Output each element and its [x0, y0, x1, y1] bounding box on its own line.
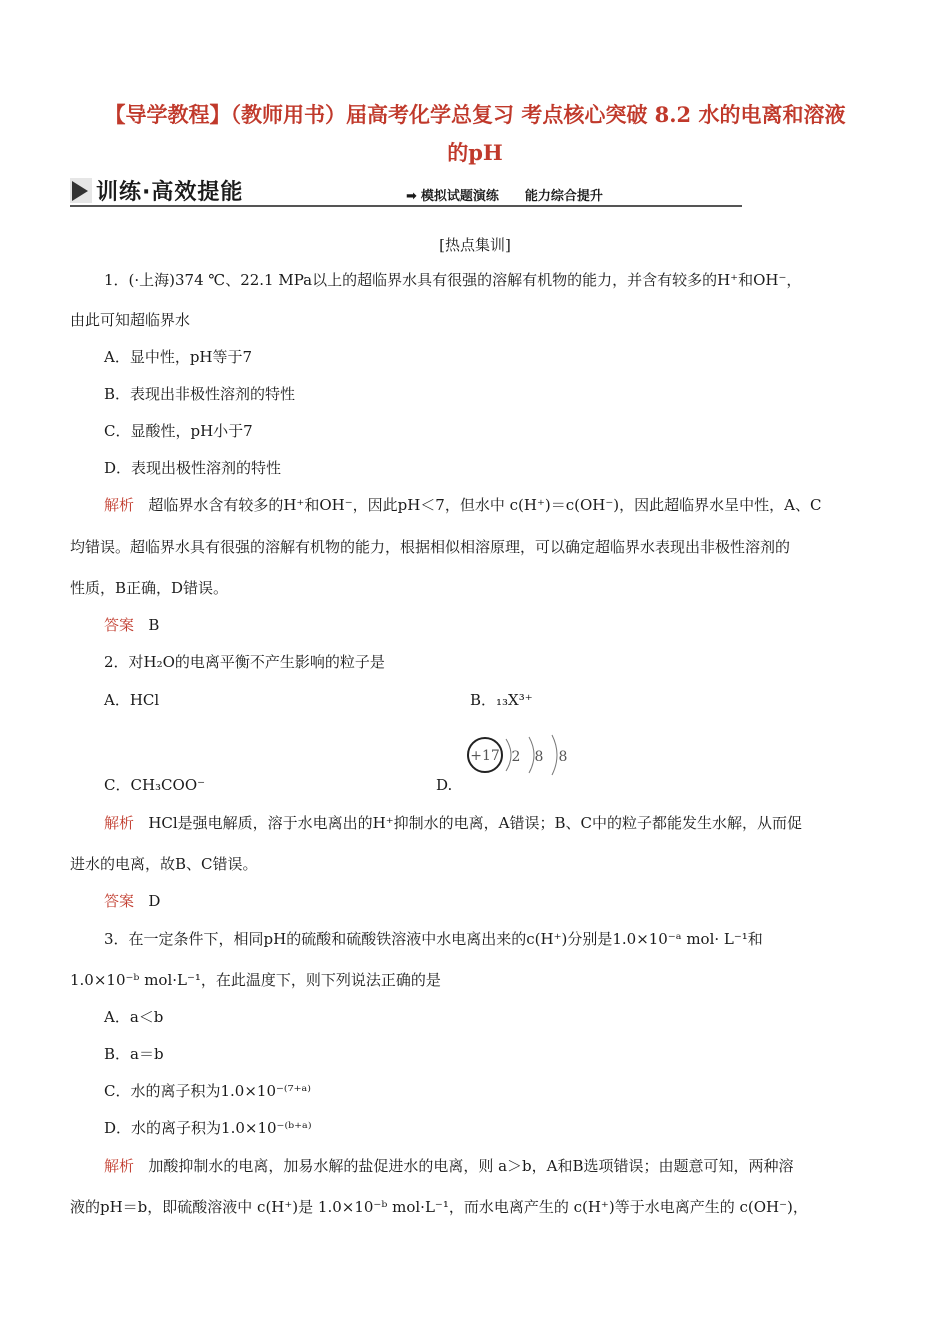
section-tag: [热点集训] [439, 236, 511, 254]
right-arrow-icon: ➡ [406, 189, 417, 204]
q2-option-c: C．CH₃COO⁻ [104, 776, 206, 794]
q3-option-a: A．a＜b [104, 1008, 164, 1026]
shell-1-count: 2 [511, 749, 521, 765]
atom-structure-diagram [466, 725, 576, 785]
q2-analysis-text: HCl是强电解质，溶于水电离出的H⁺抑制水的电离，A错误；B、C中的粒子都能发生水解，从而促 [148, 814, 803, 832]
q2-option-d: D. [436, 776, 453, 794]
q1-option-c: C．显酸性，pH小于7 [104, 422, 253, 440]
q2-stem: 2．对H₂O的电离平衡不产生影响的粒子是 [104, 653, 385, 671]
shell-arc-3 [552, 735, 557, 775]
answer-label: 答案 [104, 616, 135, 634]
shell-arc-1 [506, 739, 511, 771]
shell-arc-2 [529, 737, 534, 773]
q3-stem-line2: 1.0×10⁻ᵇ mol·L⁻¹，在此温度下，则下列说法正确的是 [70, 971, 441, 989]
q3-option-c: C．水的离子积为1.0×10⁻⁽⁷⁺ᵃ⁾ [104, 1082, 311, 1100]
q1-option-b: B．表现出非极性溶剂的特性 [104, 385, 296, 403]
analysis-label: 解析 [104, 496, 135, 514]
q3-analysis-line1 [104, 1156, 794, 1176]
play-arrow-icon [72, 181, 88, 201]
analysis-label: 解析 [104, 814, 135, 832]
banner-subtitle [406, 185, 603, 204]
document-title [70, 96, 880, 172]
shell-2-count: 8 [534, 749, 544, 765]
q1-stem-line2: 由此可知超临界水 [70, 311, 191, 329]
q2-analysis-line2: 进水的电离，故B、C错误。 [70, 855, 258, 873]
q2-answer-value: D [148, 892, 161, 910]
nucleus-charge: +17 [470, 748, 500, 764]
section-banner [70, 175, 742, 207]
q1-answer-value: B [148, 616, 160, 634]
q3-option-d: D．水的离子积为1.0×10⁻⁽ᵇ⁺ᵃ⁾ [104, 1119, 312, 1137]
q2-answer [104, 891, 160, 911]
q1-analysis-line2: 均错误。超临界水具有很强的溶解有机物的能力，根据相似相溶原理，可以确定超临界水表现出非极性溶剂的 [70, 538, 791, 556]
banner-title: 训练·高效提能 [96, 180, 244, 205]
analysis-label: 解析 [104, 1157, 135, 1175]
banner-sub2: 能力综合提升 [524, 189, 603, 204]
q1-analysis-text: 超临界水含有较多的H⁺和OH⁻，因此pH＜7，但水中 c(H⁺)＝c(OH⁻)，因此超临界水呈中性，A、C [148, 496, 822, 514]
shell-3-count: 8 [558, 749, 568, 765]
banner-sub1: 模拟试题演练 [420, 189, 499, 204]
q1-analysis-line1 [104, 495, 821, 515]
document-title-line2: 的pH [447, 140, 503, 165]
document-title-line1: 【导学教程】（教师用书）届高考化学总复习 考点核心突破 8.2 水的电离和溶液 [104, 102, 846, 127]
answer-label: 答案 [104, 892, 135, 910]
banner-rule [70, 205, 742, 207]
q1-stem-line1: 1．(·上海)374 ℃、22.1 MPa以上的超临界水具有很强的溶解有机物的能力，并含有较多的H⁺和OH⁻， [104, 271, 802, 289]
q1-option-a: A．显中性，pH等于7 [104, 348, 253, 366]
q3-analysis-line2: 液的pH＝b，即硫酸溶液中 c(H⁺)是 1.0×10⁻ᵇ mol·L⁻¹，而水电离产生的 c(H⁺)等于水电离产生的 c(OH⁻)， [70, 1198, 808, 1216]
q1-analysis-line3: 性质，B正确，D错误。 [70, 579, 229, 597]
q2-option-a: A．HCl [104, 691, 160, 709]
q2-option-b: B．₁₃X³⁺ [470, 691, 533, 709]
q3-option-b: B．a＝b [104, 1045, 164, 1063]
q1-option-d: D．表现出极性溶剂的特性 [104, 459, 282, 477]
q1-answer [104, 615, 159, 635]
q3-stem-line1: 3．在一定条件下，相同pH的硫酸和硫酸铁溶液中水电离出来的c(H⁺)分别是1.0×10⁻ᵃ mol· L⁻¹和 [104, 930, 763, 948]
q2-analysis-line1 [104, 813, 802, 833]
q3-analysis-text: 加酸抑制水的电离，加易水解的盐促进水的电离，则 a＞b，A和B选项错误；由题意可知，两种溶 [148, 1157, 794, 1175]
